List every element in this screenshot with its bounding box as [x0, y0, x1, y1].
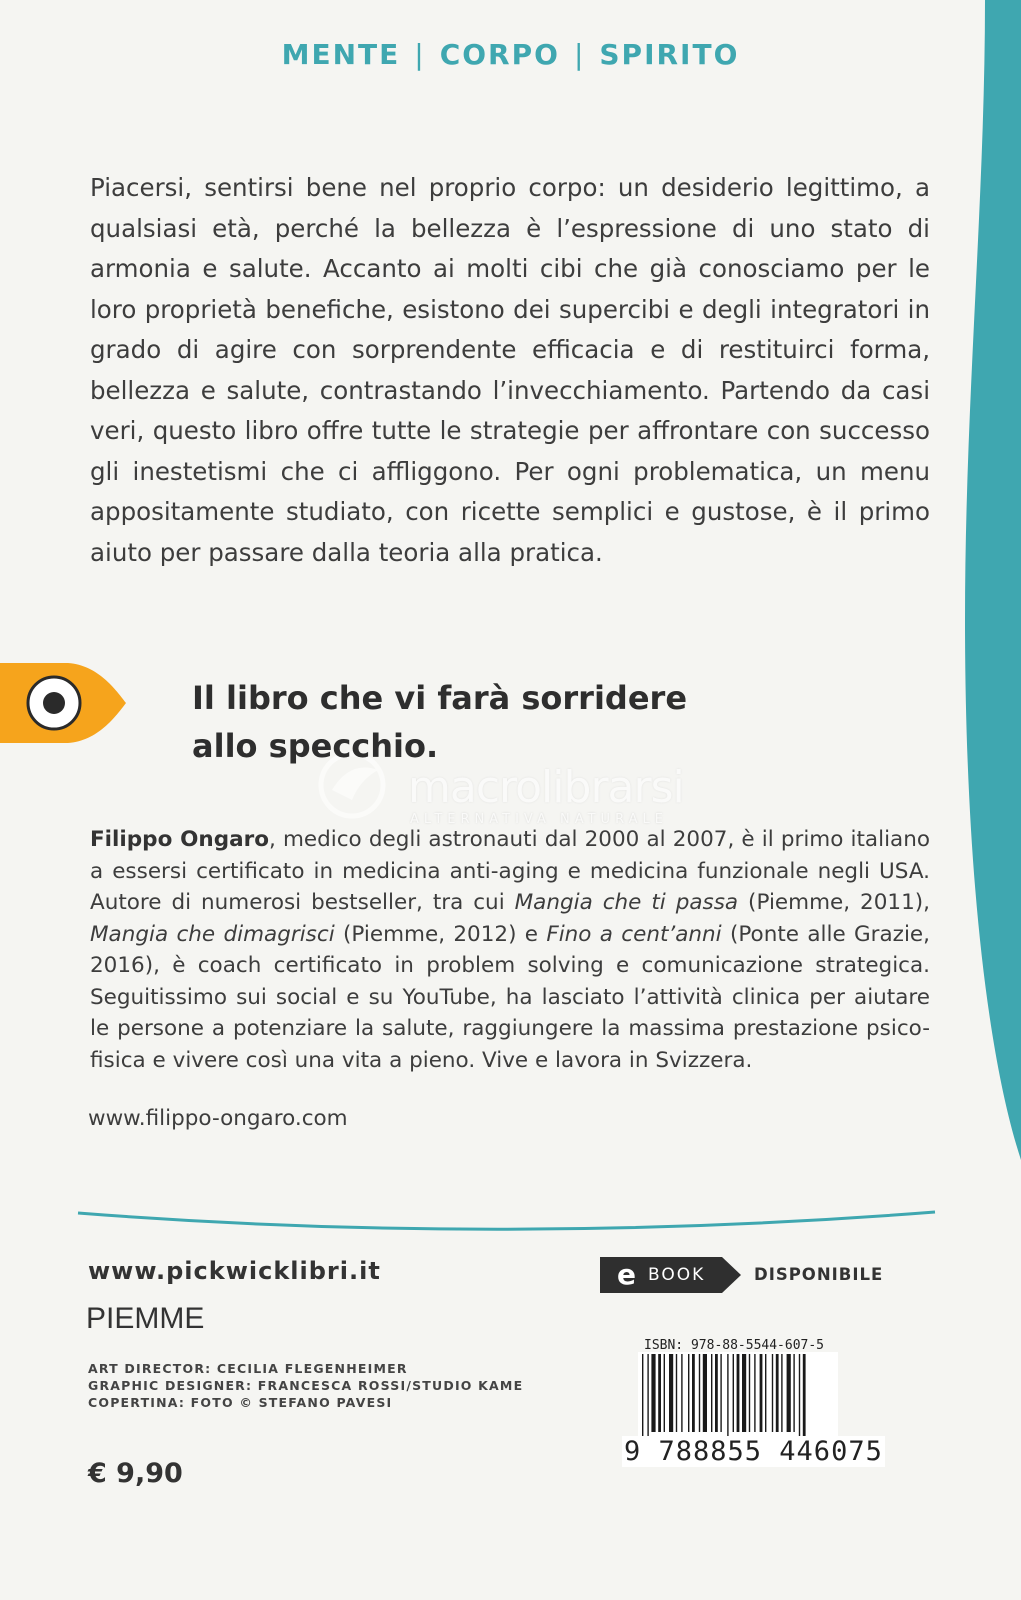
publisher-logo: PIEMME [86, 1302, 205, 1335]
barcode-bar [692, 1354, 695, 1432]
barcode-bar [658, 1354, 661, 1432]
divider-curve [78, 1212, 935, 1229]
barcode-bar [715, 1354, 718, 1432]
barcode-bar [642, 1354, 643, 1440]
watermark-name: macrolibrarsi [408, 762, 684, 813]
series-header [0, 38, 1021, 71]
barcode-bar [760, 1354, 763, 1432]
barcode-bar [754, 1354, 755, 1432]
barcode-bar [733, 1354, 734, 1432]
tagline-line-1: Il libro che vi farà sorridere [192, 679, 688, 717]
watermark [318, 762, 718, 832]
barcode-bar [681, 1354, 682, 1432]
barcode-bar [793, 1354, 794, 1432]
eye-icon [0, 663, 126, 743]
barcode-bar [703, 1354, 707, 1432]
ebook-letter: e [617, 1258, 636, 1291]
barcode-bar [803, 1354, 806, 1440]
barcode-bar [737, 1354, 740, 1432]
series-separator: | [573, 38, 586, 71]
barcode-bar [720, 1354, 721, 1432]
book-title: Mangia che ti passa [514, 890, 739, 915]
price: € 9,90 [88, 1458, 183, 1489]
bio-text: , medico degli astronauti dal 2000 al 2007, è il primo italiano a essersi certificato in medicina anti-aging e medicina funzionale negli USA. Autore di numerosi bestseller, tra cui [90, 827, 930, 915]
watermark-subtitle: ALTERNATIVA NATURALE [410, 812, 668, 827]
barcode-bar [781, 1354, 782, 1432]
book-title: Mangia che dimagrisci [90, 921, 335, 947]
barcode-bar [699, 1354, 700, 1432]
series-item-corpo: CORPO [439, 38, 560, 71]
barcode-bar [742, 1354, 746, 1432]
book-title: Fino a cent’anni [546, 921, 722, 947]
tagline [192, 674, 687, 770]
barcode [638, 1352, 838, 1442]
author-website: www.filippo-ongaro.com [88, 1106, 348, 1131]
barcode-bar [669, 1354, 673, 1432]
book-blurb: Piacersi, sentirsi bene nel proprio corpo: un desiderio legittimo, a qualsiasi età, perché la bellezza è l’espressione di uno stato di armonia e salute. Accanto ai molti cibi che già conosciamo per le loro proprietà benefiche, esistono dei supercibi e degli integratori in grado di agire con sorprendente efficacia e di restituirci forma, bellezza e salute, contrastando l’invecchiamento. Partendo da casi veri, questo libro offre tutte le strategie per affrontare con successo gli inestetismi che ci affliggono. Per ogni problematica, un menu appositamente studiato, con ricette semplici e gustose, è il primo aiuto per passare dalla teoria alla pratica. [90, 173, 930, 567]
credit-line: COPERTINA: FOTO © STEFANO PAVESI [88, 1395, 393, 1410]
barcode-bar [688, 1354, 689, 1432]
barcode-bar [727, 1354, 728, 1440]
bio-text: (Ponte alle Grazie, 2016), è coach certificato in problem solving e comunicazione strategica. Seguitissimo sui social e su YouTube, ha lasciato l’attività clinica per aiutare le persone a potenziare la salute, raggiungere la massima prestazione psico-fisica e vivere così una vita a pieno. Vive e lavora in Svizzera. [90, 921, 930, 1073]
series-item-spirito: SPIRITO [599, 38, 740, 71]
barcode-bar [765, 1354, 766, 1432]
barcode-bar [647, 1354, 648, 1440]
barcode-bar [776, 1354, 779, 1432]
ebook-label: BOOK [648, 1265, 706, 1285]
author-name: Filippo Ongaro [90, 827, 269, 852]
series-separator: | [414, 38, 426, 71]
barcode-bar [749, 1354, 750, 1432]
credits [88, 1360, 523, 1411]
barcode-bar [772, 1354, 773, 1432]
barcode-bar [651, 1354, 655, 1432]
barcode-number: 9 788855 446075 [624, 1436, 883, 1467]
bio-text: (Piemme, 2011), [738, 890, 930, 915]
credit-line: GRAPHIC DESIGNER: FRANCESCA ROSSI/STUDIO KAME [88, 1378, 524, 1393]
isbn-label: ISBN: 978-88-5544-607-5 [644, 1338, 825, 1353]
barcode-bar [787, 1354, 791, 1432]
barcode-bar [711, 1354, 712, 1432]
bio-text: (Piemme, 2012) e [334, 921, 547, 947]
ebook-status: DISPONIBILE [754, 1265, 884, 1284]
author-bio [90, 824, 930, 1076]
teal-edge-band [965, 0, 1021, 1160]
barcode-bar [676, 1354, 677, 1432]
tagline-line-2: allo specchio. [192, 727, 439, 765]
credit-line: ART DIRECTOR: CECILIA FLEGENHEIMER [88, 1361, 408, 1376]
series-item-mente: MENTE [281, 38, 401, 71]
publisher-website: www.pickwicklibri.it [88, 1257, 381, 1285]
barcode-bar [799, 1354, 800, 1440]
barcode-bar [664, 1354, 665, 1432]
